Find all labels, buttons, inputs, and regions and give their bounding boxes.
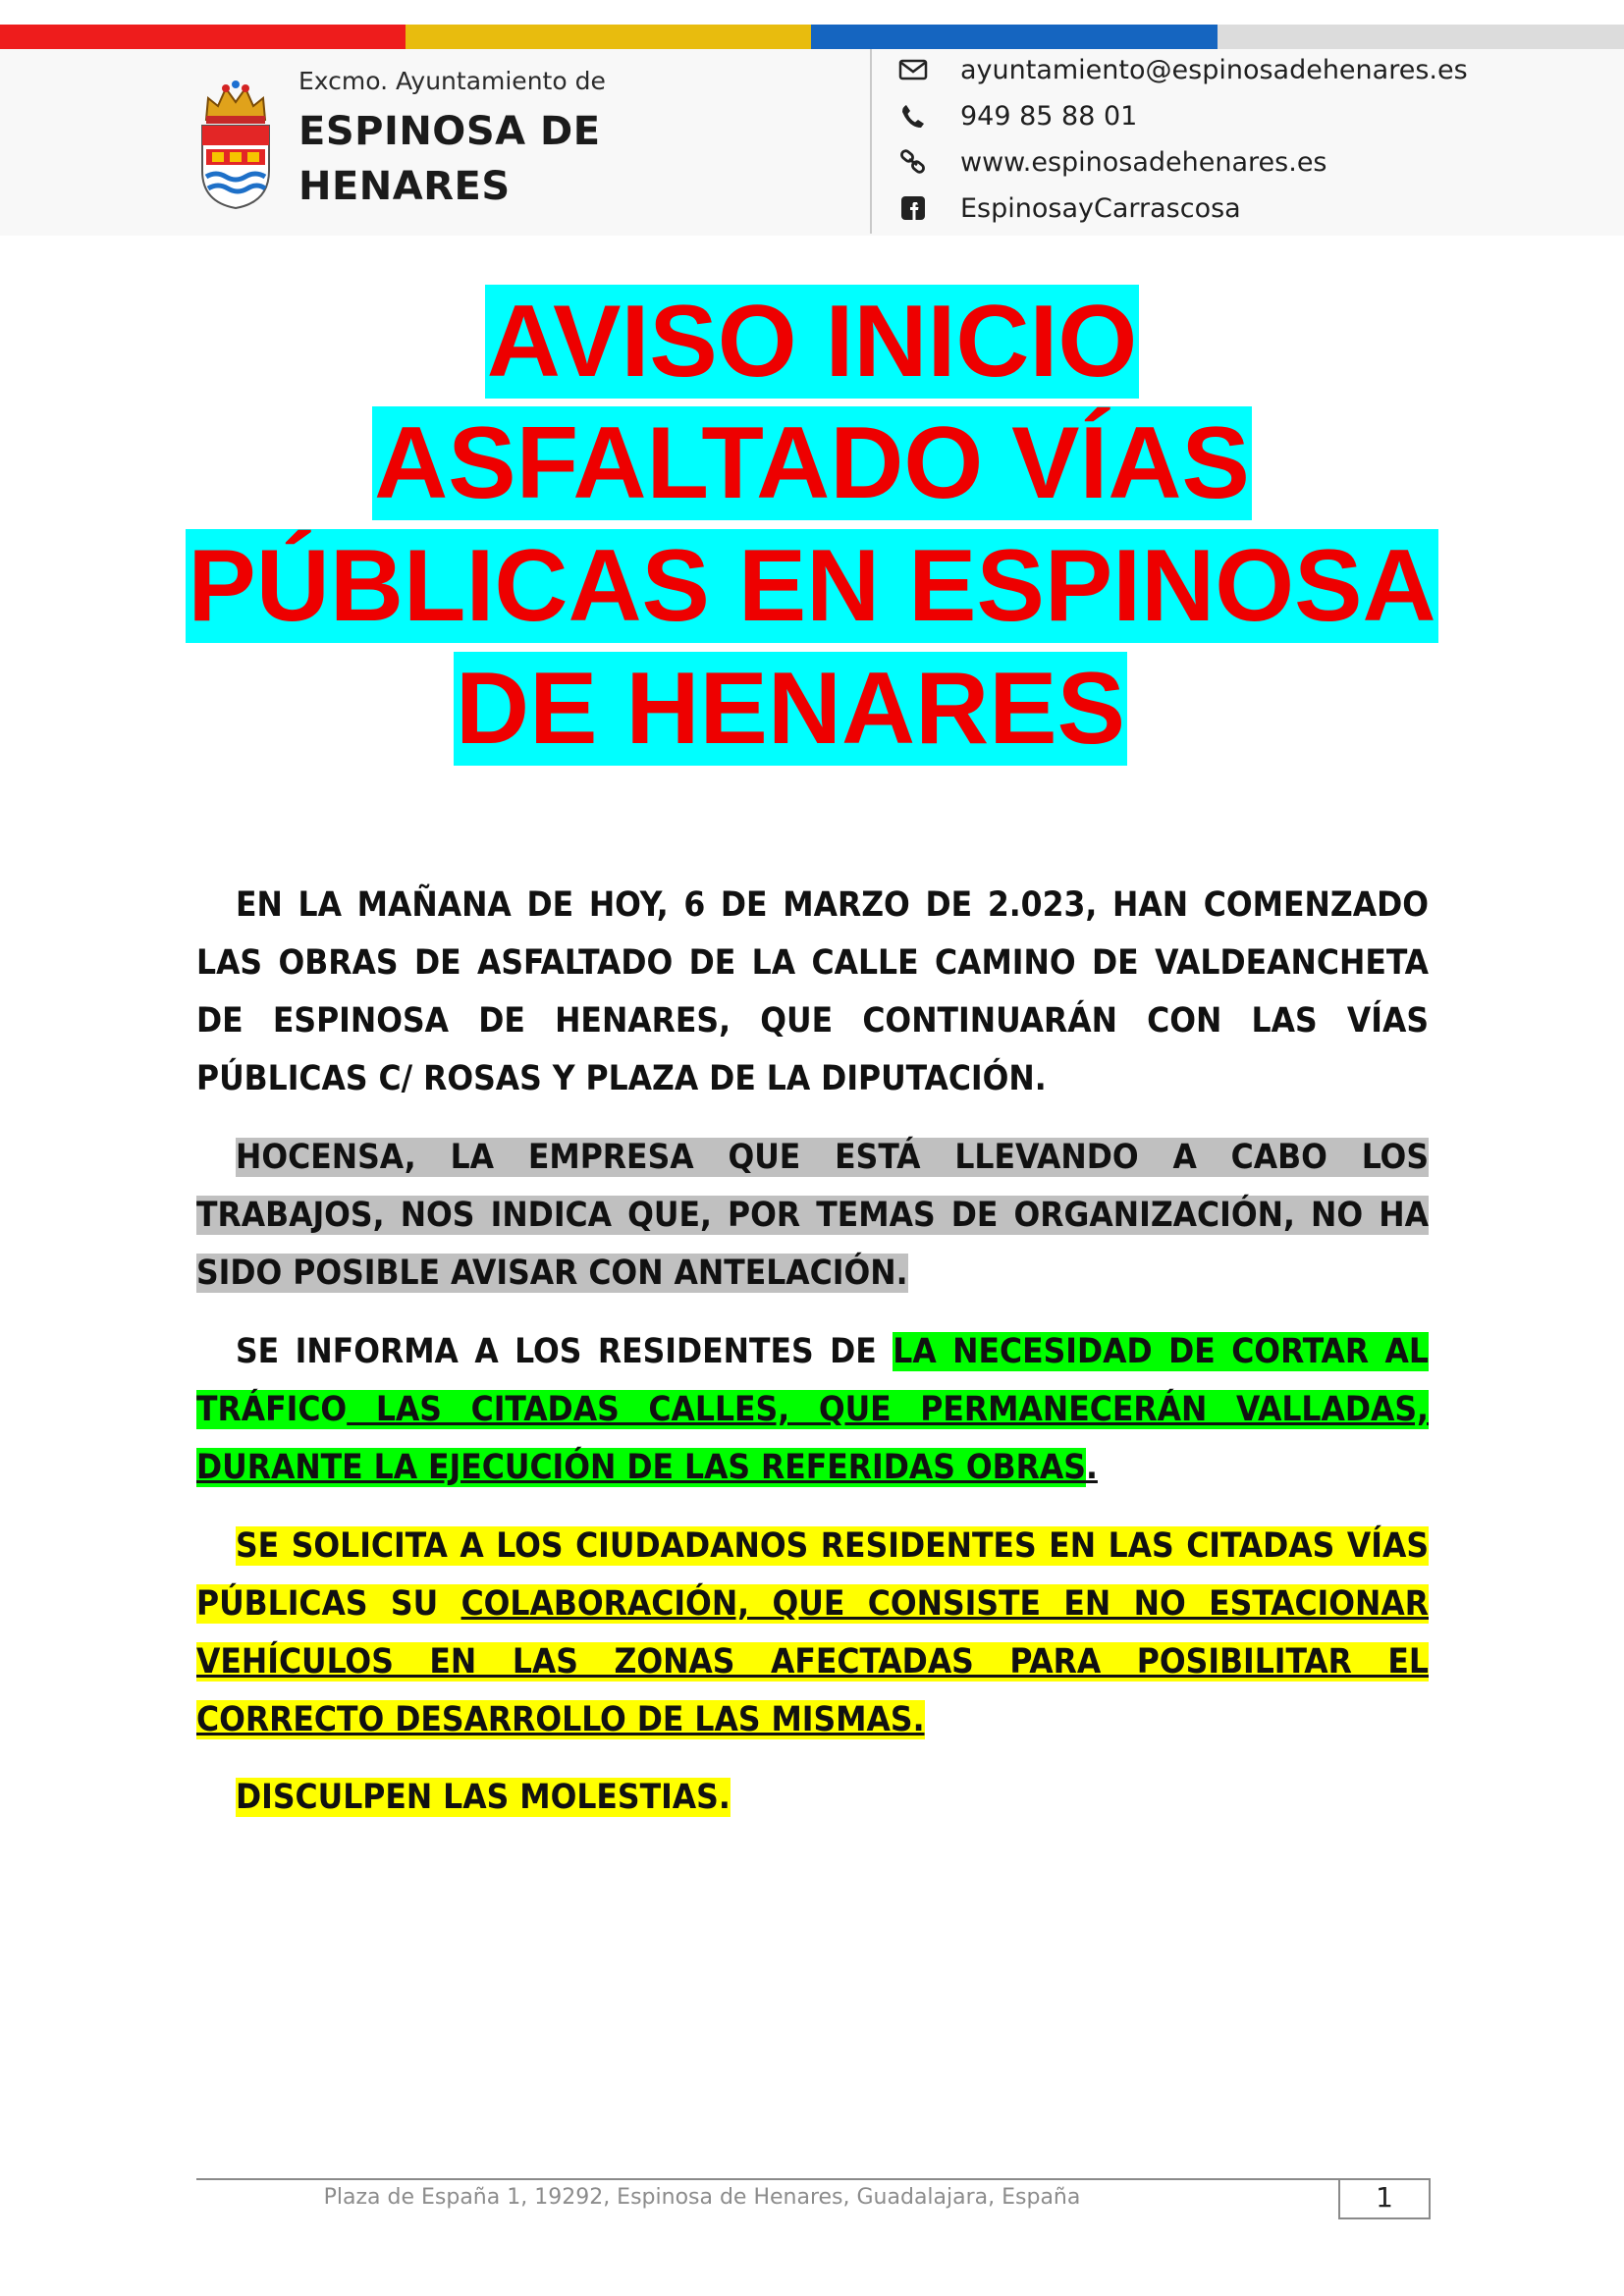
paragraph-colaboracion-text	[196, 1518, 1429, 1749]
org-prefix: Excmo. Ayuntamiento de	[298, 67, 606, 95]
title-text-4: DE HENARES	[456, 652, 1125, 766]
footer-address: Plaza de España 1, 19292, Espinosa de Henares, Guadalajara, España	[323, 2185, 1081, 2210]
facebook-icon	[895, 193, 931, 223]
org-name	[298, 104, 601, 214]
contact-web-text: www.espinosadehenares.es	[960, 146, 1327, 178]
colaboracion-highlight: COLABORACIÓN, QUE CONSISTE EN NO ESTACIONAR VEHÍCULOS EN LAS ZONAS AFECTADAS PARA POSIBILITAR EL CORRECTO DESARROLLO DE LAS MISMAS.	[196, 1584, 1429, 1739]
paragraph-disculpen	[196, 1769, 1429, 1827]
trafico-highlight-b: LAS CITADAS CALLES, QUE PERMANECERÁN VALLADAS, DURANTE LA EJECUCIÓN DE LAS REFERIDAS OBRAS	[196, 1390, 1429, 1487]
org-name-line2: HENARES	[298, 164, 511, 209]
colaboracion-lead: SE SOLICITA A LOS CIUDADANOS RESIDENTES EN LAS CITADAS VÍAS PÚBLICAS SU	[196, 1526, 1429, 1624]
title-text-2: ASFALTADO VÍAS	[374, 406, 1250, 520]
page-number: 1	[1338, 2178, 1431, 2219]
paragraph-obras	[196, 877, 1429, 1108]
contact-facebook-text: EspinosayCarrascosa	[960, 192, 1241, 224]
paragraph-colaboracion	[196, 1518, 1429, 1749]
title-text-1: AVISO INICIO	[486, 285, 1138, 399]
contact-phone-text: 949 85 88 01	[960, 100, 1138, 132]
paragraph-disculpen-text	[196, 1769, 1429, 1827]
header-stripe-yellow	[406, 25, 811, 49]
disculpen-highlight: DISCULPEN LAS MOLESTIAS.	[236, 1778, 731, 1817]
paragraph-obras-text: EN LA MAÑANA DE HOY, 6 DE MARZO DE 2.023, HAN COMENZADO LAS OBRAS DE ASFALTADO DE LA CALLE CAMINO DE VALDEANCHETA DE ESPINOSA DE HENARES, QUE CONTINUARÁN CON LAS VÍAS PÚBLICAS C/ ROSAS Y PLAZA DE LA DIPUTACIÓN.	[196, 885, 1429, 1098]
contact-facebook[interactable]	[895, 188, 1241, 228]
envelope-icon	[895, 55, 931, 84]
title-line-2	[0, 408, 1624, 518]
title-line-4	[0, 654, 1602, 764]
header-stripe-red	[0, 25, 406, 49]
contact-email-text: ayuntamiento@espinosadehenares.es	[960, 54, 1468, 85]
trafico-highlight-a: LA NECESIDAD DE CORTAR AL TRÁFICO	[196, 1332, 1429, 1429]
title-line-1	[0, 287, 1624, 397]
contact-email[interactable]	[895, 50, 1468, 89]
header-stripe-gray	[1218, 25, 1624, 49]
header-divider	[870, 49, 872, 234]
contact-phone[interactable]	[895, 96, 1137, 135]
paragraph-trafico-text	[196, 1323, 1429, 1497]
paragraph-trafico	[196, 1323, 1429, 1497]
link-icon	[895, 147, 931, 177]
phone-icon	[895, 101, 931, 131]
paragraph-hocensa-text	[196, 1129, 1429, 1303]
contact-web[interactable]	[895, 142, 1327, 182]
trafico-end: .	[1085, 1448, 1098, 1487]
title-text-3: PÚBLICAS EN ESPINOSA	[188, 529, 1436, 643]
trafico-lead: SE INFORMA A LOS RESIDENTES DE	[236, 1332, 893, 1371]
paragraph-hocensa	[196, 1129, 1429, 1303]
footer-divider	[196, 2178, 1429, 2180]
paragraph-hocensa-highlight: HOCENSA, LA EMPRESA QUE ESTÁ LLEVANDO A CABO LOS TRABAJOS, NOS INDICA QUE, POR TEMAS DE ORGANIZACIÓN, NO HA SIDO POSIBLE AVISAR CON ANTELACIÓN.	[196, 1138, 1429, 1293]
title-line-3	[0, 531, 1624, 641]
org-name-line1: ESPINOSA DE	[298, 109, 601, 154]
header-stripe-blue	[811, 25, 1218, 49]
coat-of-arms-icon	[196, 77, 275, 210]
